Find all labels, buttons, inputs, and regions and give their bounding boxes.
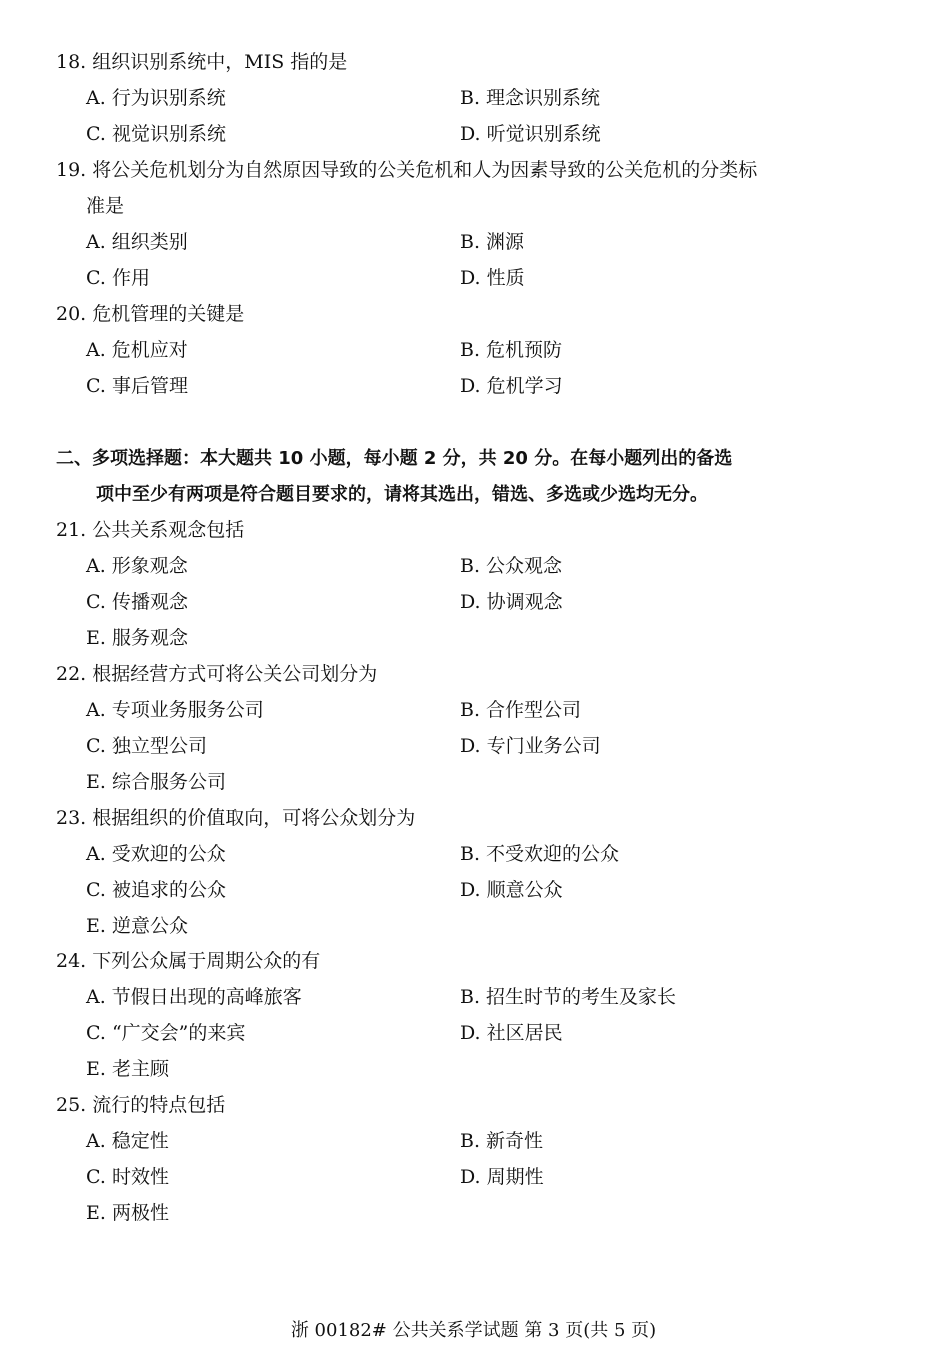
question-24-option-b: B. 招生时节的考生及家长 bbox=[460, 986, 677, 1008]
question-23-option-c: C. 被追求的公众 bbox=[86, 879, 226, 901]
question-25-option-c: C. 时效性 bbox=[86, 1166, 169, 1188]
question-23-option-a: A. 受欢迎的公众 bbox=[86, 843, 226, 865]
question-18-option-d: D. 听觉识别系统 bbox=[460, 123, 601, 145]
section-2-heading-continued: 项中至少有两项是符合题目要求的，请将其选出，错选、多选或少选均无分。 bbox=[96, 484, 708, 505]
question-21-option-a: A. 形象观念 bbox=[86, 555, 188, 577]
question-22-option-d: D. 专门业务公司 bbox=[460, 735, 601, 757]
question-21-option-d: D. 协调观念 bbox=[460, 591, 563, 613]
question-20-option-c: C. 事后管理 bbox=[86, 375, 188, 397]
question-24-option-d: D. 社区居民 bbox=[460, 1022, 563, 1044]
question-23-option-b: B. 不受欢迎的公众 bbox=[460, 843, 620, 865]
question-25-option-b: B. 新奇性 bbox=[460, 1130, 544, 1152]
question-24-option-e: E. 老主顾 bbox=[86, 1058, 169, 1080]
question-22-stem: 22. 根据经营方式可将公关公司划分为 bbox=[56, 663, 378, 685]
question-18-option-b: B. 理念识别系统 bbox=[460, 87, 601, 109]
question-19-stem: 19. 将公关危机划分为自然原因导致的公关危机和人为因素导致的公关危机的分类标 bbox=[56, 159, 758, 181]
question-19-stem-continued: 准是 bbox=[86, 195, 125, 217]
question-24-option-c: C. “广交会”的来宾 bbox=[86, 1022, 246, 1044]
question-21-option-e: E. 服务观念 bbox=[86, 627, 188, 649]
question-20-stem: 20. 危机管理的关键是 bbox=[56, 303, 245, 325]
question-22-option-e: E. 综合服务公司 bbox=[86, 771, 226, 793]
question-21-option-b: B. 公众观念 bbox=[460, 555, 563, 577]
question-19-option-a: A. 组织类别 bbox=[86, 231, 188, 253]
question-22-option-c: C. 独立型公司 bbox=[86, 735, 207, 757]
section-2-heading: 二、多项选择题：本大题共 10 小题，每小题 2 分，共 20 分。在每小题列出的备选 bbox=[56, 448, 733, 469]
question-23-option-e: E. 逆意公众 bbox=[86, 915, 188, 937]
question-19-option-d: D. 性质 bbox=[460, 267, 525, 289]
question-21-option-c: C. 传播观念 bbox=[86, 591, 188, 613]
question-20-option-d: D. 危机学习 bbox=[460, 375, 563, 397]
question-19-option-c: C. 作用 bbox=[86, 267, 150, 289]
question-25-option-a: A. 稳定性 bbox=[86, 1130, 169, 1152]
question-25-stem: 25. 流行的特点包括 bbox=[56, 1094, 226, 1116]
question-23-stem: 23. 根据组织的价值取向，可将公众划分为 bbox=[56, 807, 416, 829]
question-21-stem: 21. 公共关系观念包括 bbox=[56, 519, 245, 541]
question-19-option-b: B. 渊源 bbox=[460, 231, 525, 253]
question-25-option-d: D. 周期性 bbox=[460, 1166, 544, 1188]
question-25-option-e: E. 两极性 bbox=[86, 1202, 169, 1224]
question-24-option-a: A. 节假日出现的高峰旅客 bbox=[86, 986, 302, 1008]
page-footer: 浙 00182# 公共关系学试题 第 3 页(共 5 页) bbox=[290, 1320, 657, 1341]
question-18-option-a: A. 行为识别系统 bbox=[86, 87, 226, 109]
question-24-stem: 24. 下列公众属于周期公众的有 bbox=[56, 950, 321, 972]
question-18-stem: 18. 组织识别系统中，MIS 指的是 bbox=[56, 51, 348, 73]
question-20-option-b: B. 危机预防 bbox=[460, 339, 563, 361]
question-18-option-c: C. 视觉识别系统 bbox=[86, 123, 226, 145]
question-22-option-a: A. 专项业务服务公司 bbox=[86, 699, 264, 721]
question-23-option-d: D. 顺意公众 bbox=[460, 879, 563, 901]
question-22-option-b: B. 合作型公司 bbox=[460, 699, 582, 721]
question-20-option-a: A. 危机应对 bbox=[86, 339, 188, 361]
